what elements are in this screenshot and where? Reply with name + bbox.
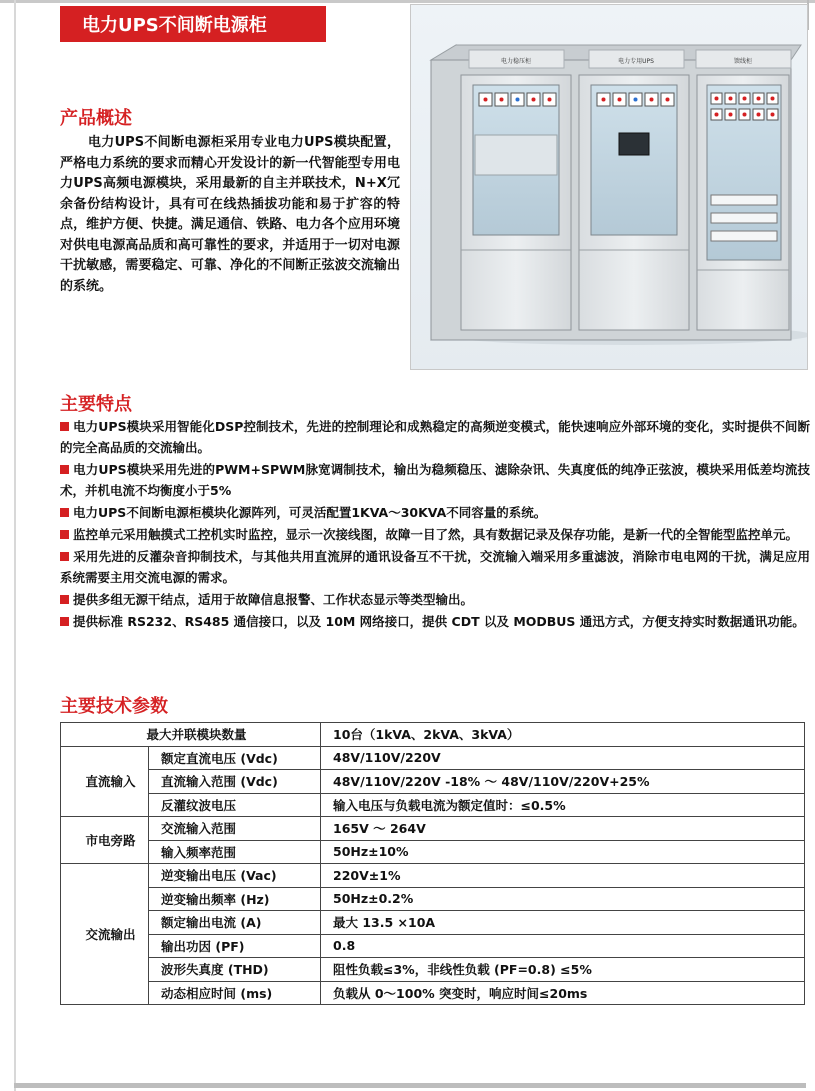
param-cell: 交流输入范围	[149, 817, 321, 841]
square-bullet-icon	[60, 552, 69, 561]
group-dc-input: 直流输入	[61, 746, 149, 817]
list-item: 提供多组无源干结点，适用于故障信息报警、工作状态显示等类型输出。	[60, 589, 810, 610]
list-item: 提供标准 RS232、RS485 通信接口，以及 10M 网络接口，提供 CDT 以及 MODBUS 通迅方式，方便支持实时数据通讯功能。	[60, 611, 810, 632]
value-cell: 48V/110V/220V	[321, 746, 805, 770]
max-modules-value: 10台（1kVA、2kVA、3kVA）	[321, 723, 805, 747]
table-row	[61, 934, 805, 958]
value-cell: 输入电压与负载电流为额定值时：≤0.5%	[321, 793, 805, 817]
table-row	[61, 770, 805, 794]
meter-row-left	[479, 93, 556, 106]
cabinet-label-left: 电力稳压柜	[500, 58, 532, 65]
overview-paragraph: 电力UPS不间断电源柜采用专业电力UPS模块配置，严格电力系统的要求而精心开发设计的新一代智能型专用电力UPS高频电源模块，采用最新的自主并联技术，N+X冗余备份结构设计，具有可在线热插拔功能和易于扩容的特点，维护方便、快捷。满足通信、铁路、电力各个应用环境对供电电源高品质和高可靠性的要求，并适用于一切对电源干扰敏感，需要稳定、可靠、净化的不间断正弦波交流输出的系统。	[60, 135, 400, 294]
max-modules-label: 最大并联模块数量	[61, 723, 321, 747]
param-cell: 直流输入范围 (Vdc)	[149, 770, 321, 794]
param-cell: 波形失真度 (THD)	[149, 958, 321, 982]
features-list	[60, 416, 810, 633]
product-photo	[410, 4, 808, 370]
param-cell: 输入频率范围	[149, 840, 321, 864]
list-item: 电力UPS模块采用智能化DSP控制技术，先进的控制理论和成熟稳定的高频逆变模式，能快速响应外部环境的变化，实时提供不间断的完全高品质的交流输出。	[60, 419, 810, 455]
page-title-banner	[60, 6, 326, 42]
list-item: 采用先进的反灌杂音抑制技术，与其他共用直流屏的通讯设备互不干扰，交流输入端采用多重滤波，消除市电电网的干扰，满足应用系统需要主用交流电源的需求。	[60, 549, 810, 585]
features-title: 主要特点	[60, 394, 132, 415]
value-cell: 0.8	[321, 934, 805, 958]
table-row	[61, 887, 805, 911]
breaker-rows-right	[711, 195, 777, 241]
specs-title: 主要技术参数	[60, 696, 168, 717]
spec-table	[60, 722, 805, 1005]
param-cell: 反灌纹波电压	[149, 793, 321, 817]
cabinet-label-right: 馈线柜	[733, 58, 753, 65]
value-cell: 48V/110V/220V -18% ～ 48V/110V/220V+25%	[321, 770, 805, 794]
table-row	[61, 793, 805, 817]
value-cell: 50Hz±0.2%	[321, 887, 805, 911]
group-ac-output: 交流输出	[61, 864, 149, 1005]
param-cell: 额定输出电流 (A)	[149, 911, 321, 935]
square-bullet-icon	[60, 465, 69, 474]
left-margin-rule	[14, 0, 16, 1091]
group-mains-bypass: 市电旁路	[61, 817, 149, 864]
value-cell: 阻性负载≤3%，非线性负载 (PF=0.8) ≤5%	[321, 958, 805, 982]
value-cell: 负载从 0～100% 突变时，响应时间≤20ms	[321, 981, 805, 1005]
value-cell: 50Hz±10%	[321, 840, 805, 864]
value-cell: 165V ～ 264V	[321, 817, 805, 841]
inner-panel-left	[475, 135, 557, 175]
square-bullet-icon	[60, 508, 69, 517]
param-cell: 逆变输出电压 (Vac)	[149, 864, 321, 888]
bottom-rule	[14, 1083, 806, 1088]
cabinet-illustration	[411, 5, 807, 369]
value-cell: 220V±1%	[321, 864, 805, 888]
cabinet-label-middle: 电力专用UPS	[618, 58, 654, 65]
touch-screen-monitor	[619, 133, 649, 155]
table-row	[61, 817, 805, 841]
door-window-middle	[591, 85, 677, 235]
table-row	[61, 981, 805, 1005]
page-title: 电力UPS不间断电源柜	[82, 15, 267, 36]
table-row	[61, 840, 805, 864]
top-rule	[0, 0, 815, 3]
param-cell: 动态相应时间 (ms)	[149, 981, 321, 1005]
square-bullet-icon	[60, 422, 69, 431]
table-row	[61, 911, 805, 935]
table-row	[61, 746, 805, 770]
overview-title: 产品概述	[60, 108, 132, 129]
table-row	[61, 723, 805, 747]
square-bullet-icon	[60, 617, 69, 626]
list-item: 监控单元采用触摸式工控机实时监控，显示一次接线图，故障一目了然，具有数据记录及保存功能，是新一代的全智能型监控单元。	[60, 524, 810, 545]
square-bullet-icon	[60, 595, 69, 604]
list-item: 电力UPS不间断电源柜模块化源阵列，可灵活配置1KVA～30KVA不同容量的系统。	[60, 502, 810, 523]
value-cell: 最大 13.5 ×10A	[321, 911, 805, 935]
param-cell: 逆变输出频率 (Hz)	[149, 887, 321, 911]
table-row	[61, 958, 805, 982]
meter-row-middle	[597, 93, 674, 106]
table-row	[61, 864, 805, 888]
param-cell: 输出功因 (PF)	[149, 934, 321, 958]
param-cell: 额定直流电压 (Vdc)	[149, 746, 321, 770]
square-bullet-icon	[60, 530, 69, 539]
list-item: 电力UPS模块采用先进的PWM+SPWM脉宽调制技术，输出为稳频稳压、滤除杂讯、失真度低的纯净正弦波，模块采用低差均流技术，并机电流不均衡度小于5%	[60, 462, 810, 498]
